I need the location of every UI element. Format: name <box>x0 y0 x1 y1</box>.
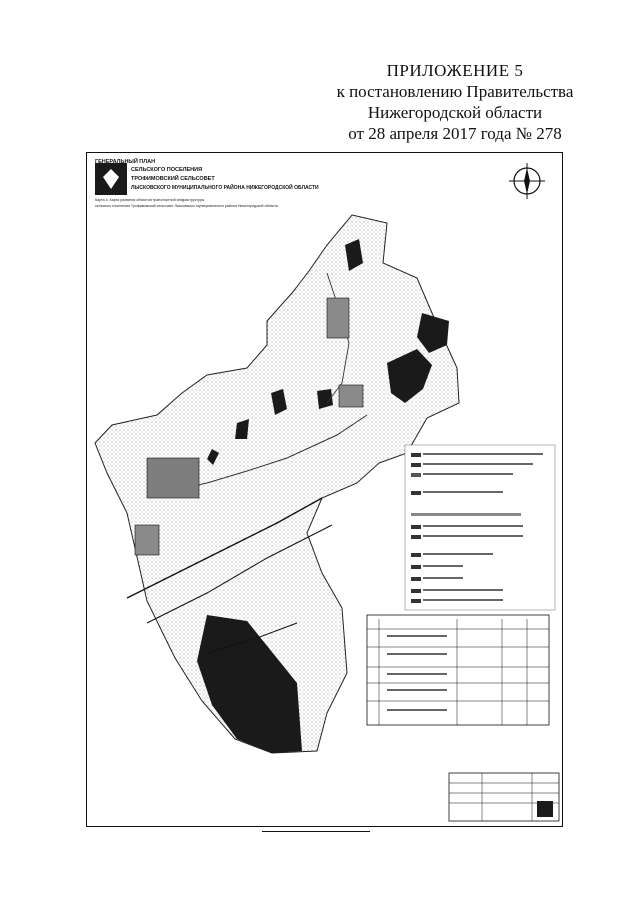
map-subtitle-line-1: Карта 4. Карта развития объектов транспортной инфраструктуры <box>95 198 205 202</box>
map-subtitle-line-2: сельского поселения Трофимовский сельсовет Лысковского муниципального района Нижегородской области <box>95 204 278 208</box>
map-sheet <box>86 152 563 827</box>
map-title-block <box>95 157 319 208</box>
appendix-line-2: Нижегородской области <box>367 103 543 122</box>
signature-line <box>262 831 370 832</box>
appendix-line-3: от 28 апреля 2017 года № 278 <box>348 124 562 143</box>
compass-rose-icon <box>509 163 545 199</box>
appendix-header <box>330 60 580 144</box>
map-title-line-3: ТРОФИМОВСКИЙ СЕЛЬСОВЕТ <box>131 176 215 182</box>
appendix-title: ПРИЛОЖЕНИЕ 5 <box>386 61 524 80</box>
appendix-line-1: к постановлению Правительства <box>336 82 574 101</box>
map-title-line-4: ЛЫСКОВСКОГО МУНИЦИПАЛЬНОГО РАЙОНА НИЖЕГОРОДСКОЙ ОБЛАСТИ <box>131 185 319 191</box>
stamp-block <box>449 773 559 821</box>
objects-table <box>367 615 549 725</box>
map-canvas <box>87 153 563 827</box>
map-legend <box>405 445 555 610</box>
map-title-line-1: ГЕНЕРАЛЬНЫЙ ПЛАН <box>95 159 156 165</box>
map-title-line-2: СЕЛЬСКОГО ПОСЕЛЕНИЯ <box>131 167 203 173</box>
